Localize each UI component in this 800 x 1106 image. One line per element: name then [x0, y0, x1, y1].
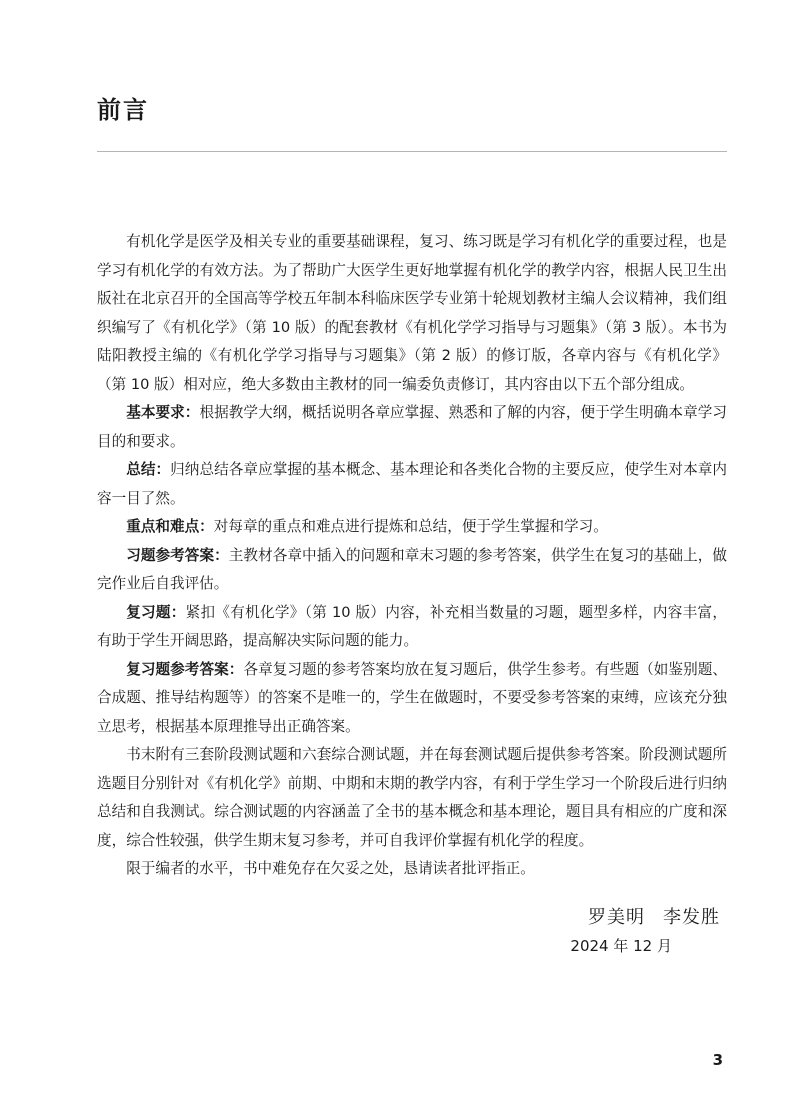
section-term: 复习题参考答案： [126, 660, 244, 678]
page-number: 3 [712, 1051, 723, 1069]
closing-paragraph: 限于编者的水平，书中难免存在欠妥之处，恳请读者批评指正。 [126, 860, 535, 877]
section-text: 根据教学大纲，概括说明各章应掌握、熟悉和了解的内容，便于学生明确本章学习目的和要求。 [97, 404, 727, 450]
section-text: 对每章的重点和难点进行提炼和总结，便于学生掌握和学习。 [213, 518, 608, 535]
section-text: 归纳总结各章应掌握的基本概念、基本理论和各类化合物的主要反应，使学生对本章内容一目了然。 [97, 461, 727, 507]
section-term: 重点和难点： [126, 518, 214, 535]
section-text: 各章复习题的参考答案均放在复习题后，供学生参考。有些题（如鉴别题、合成题、推导结构题等）的答案不是唯一的，学生在做题时，不要受参考答案的束缚，应该充分独立思考，根据基本原理推导出正确答案。 [97, 660, 727, 735]
intro-paragraph: 有机化学是医学及相关专业的重要基础课程，复习、练习既是学习有机化学的重要过程，也是学习有机化学的有效方法。为了帮助广大医学生更好地掌握有机化学的教学内容，根据人民卫生出版社在北京召开的全国高等学校五年制本科临床医学专业第十轮规划教材主编人会议精神，我们组织编写了《有机化学》（第 10 版）的配套教材《有机化学学习指导与习题集》（第 3 版）。本书为陆阳教授主编的《有机化学学习指导与习题集》（第 2 版）的修订版，各章内容与《有机化学》（第 10 版）相对应，绝大多数由主教材的同一编委负责修订，其内容由以下五个部分组成。 [97, 233, 727, 393]
section-key-points [97, 513, 727, 542]
section-term: 总结： [126, 461, 171, 478]
author-name: 李发胜 [663, 907, 720, 928]
page-title: 前言 [97, 96, 149, 124]
section-basic-requirements [97, 399, 727, 456]
section-text: 紧扣《有机化学》（第 10 版）内容，补充相当数量的习题，题型多样，内容丰富，有助于学生开阔思路，提高解决实际问题的能力。 [97, 603, 727, 649]
tests-paragraph: 书末附有三套阶段测试题和六套综合测试题，并在每套测试题后提供参考答案。阶段测试题所选题目分别针对《有机化学》前期、中期和末期的教学内容，有利于学生学习一个阶段后进行归纳总结和自我测试。综合测试题的内容涵盖了全书的基本概念和基本理论，题目具有相应的广度和深度，综合性较强，供学生期末复习参考，并可自我评价掌握有机化学的程度。 [97, 746, 727, 849]
section-summary [97, 456, 727, 513]
section-exercise-answers [97, 542, 727, 599]
title-divider [97, 151, 727, 152]
section-review-questions [97, 599, 727, 656]
signature-date: 2024 年 12 月 [570, 937, 672, 955]
section-term: 习题参考答案： [126, 546, 229, 564]
section-review-answers [97, 656, 727, 742]
section-text: 主教材各章中插入的问题和章末习题的参考答案，供学生在复习的基础上，做完作业后自我评估。 [97, 546, 727, 592]
author-name: 罗美明 [588, 907, 645, 928]
author-signature [588, 903, 720, 929]
section-term: 基本要求： [126, 404, 200, 421]
section-term: 复习题： [126, 603, 186, 621]
preface-body [97, 228, 727, 884]
